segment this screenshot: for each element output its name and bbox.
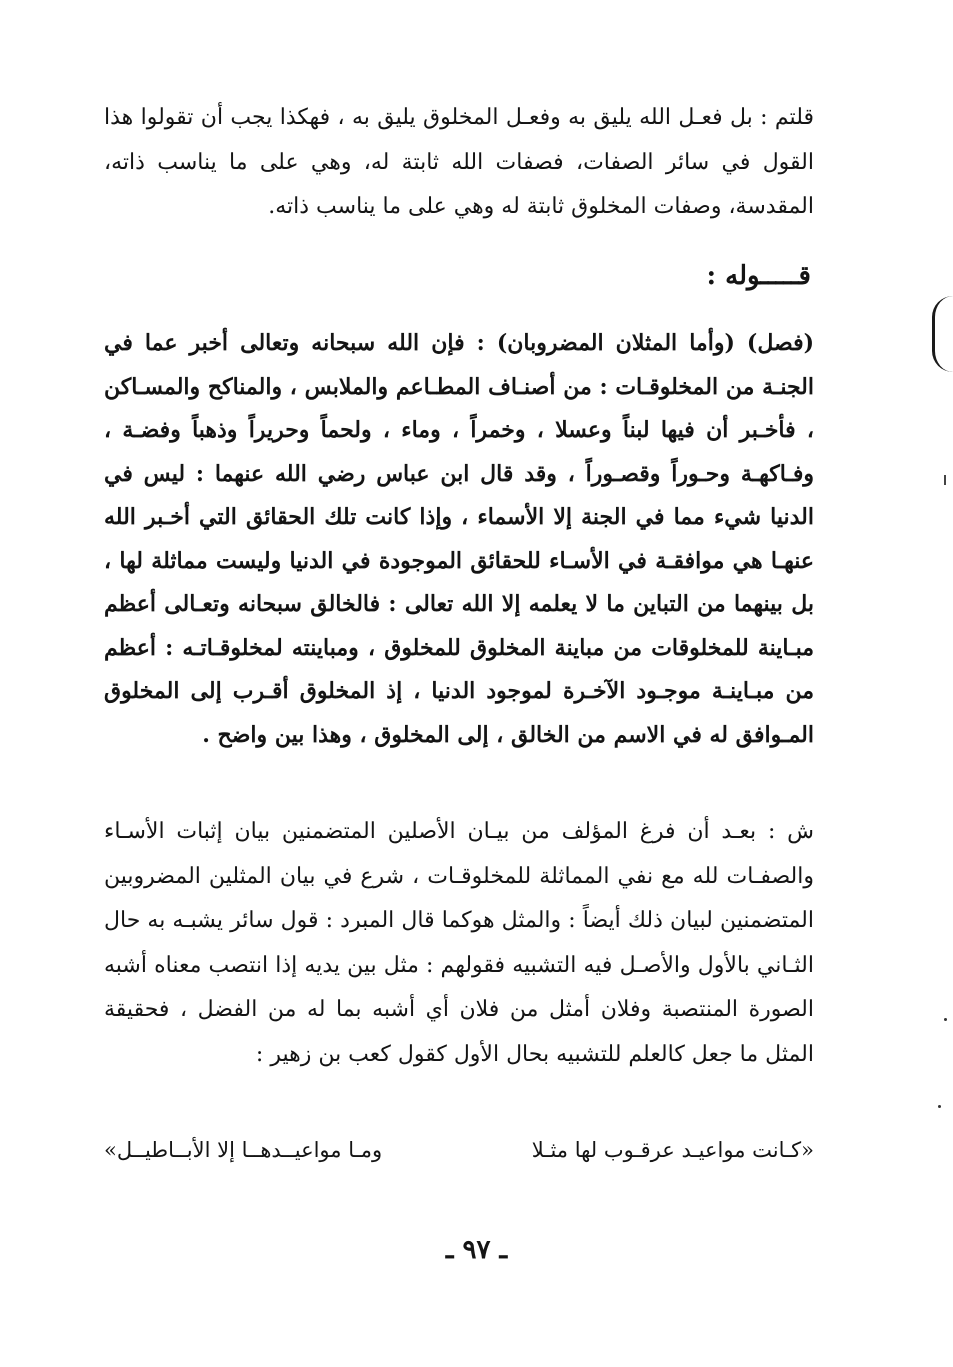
page-number: ـ ٩٧ ـ: [445, 1235, 508, 1265]
margin-bracket-mark: [932, 296, 953, 372]
verse-second-hemistich: ومـا مواعيــدهــا إلا الأبــاطيــل»: [104, 1138, 383, 1162]
margin-dot-mark: [944, 1018, 947, 1021]
verse-first-hemistich: «كـانت مواعيـد عرقـوب لها مثـلا: [531, 1138, 814, 1162]
section-heading: قـــــوله :: [706, 261, 811, 291]
sharh-paragraph: ش : بعـد أن فرغ المؤلف من بيـان الأصلين المتضمنين بيان إثبات الأسـاء والصفـات لله مع نفي المماثلة للمخلوقـات ، شرع في بيان المثلين المضروبين المتضمنين لبيان ذلك أيضاً : والمثل هوكما قال المبرد : قول سائر يشبـه به حال الثـاني بالأول والأصـل فيه التشبيه فقولهم : مثل بين يديه إذا انتصب معناه أشبه الصورة المنتصبة وفلان أمثل من فلان أي أشبه بما له من الفضل ، فحقيقة المثل ما جعل كالعلم للتشبيه بحال الأول كقول كعب بن زهير :: [104, 819, 814, 1067]
poetry-verse: [104, 1130, 814, 1170]
margin-dot-mark: [938, 1105, 941, 1108]
intro-paragraph: قلتم : بل فعـل الله يليق به وفعـل المخلوق يليق به ، فهكذا يجب أن تقولوا هذا القول في سائر الصفات، فصفات الله ثابتة له، وهي على ما يناسب ذاته، المقدسة، وصفات المخلوق ثابتة له وهي على ما يناسب ذاته.: [104, 105, 814, 219]
fasl-paragraph: (فصل) (وأما المثلان المضروبان) : فإن الله سبحانه وتعالى أخبر عما في الجنـة من المخلوقـات : من أصنـاف المطـاعم والملابس ، والمناكح والمسـاكن ، فأخـبر أن فيها لبناً وعسلا ، وخمراً ، وماء ، ولحماً وحريراً وذهباً وفضـة ، وفـاكهـة وحـوراً وقصـوراً ، وقد قال ابن عباس رضي الله عنهما : ليس في الدنيا شيء مما في الجنة إلا الأسماء ، وإذا كانت تلك الحقائق التي أخـبر الله عنهـا هي موافقـة في الأسـاء للحقائق الموجودة في الدنيا وليست مماثلة لها ، بل بينهما من التباين ما لا يعلمه إلا الله تعالى : فالخالق سبحانه وتعـالى أعظم مبـاينة للمخلوقات من مباينة المخلوق للمخلوق ، ومباينته لمخلوقـاتـه : أعظم من مبـاينـة موجـود الآخـرة لموجود الدنيا ، إذ المخلوق أقـرب إلى المخلوق المـوافق له في الاسم من الخالق ، إلى المخلوق ، وهذا بين واضح .: [104, 330, 814, 748]
margin-tick-mark: [944, 475, 946, 485]
